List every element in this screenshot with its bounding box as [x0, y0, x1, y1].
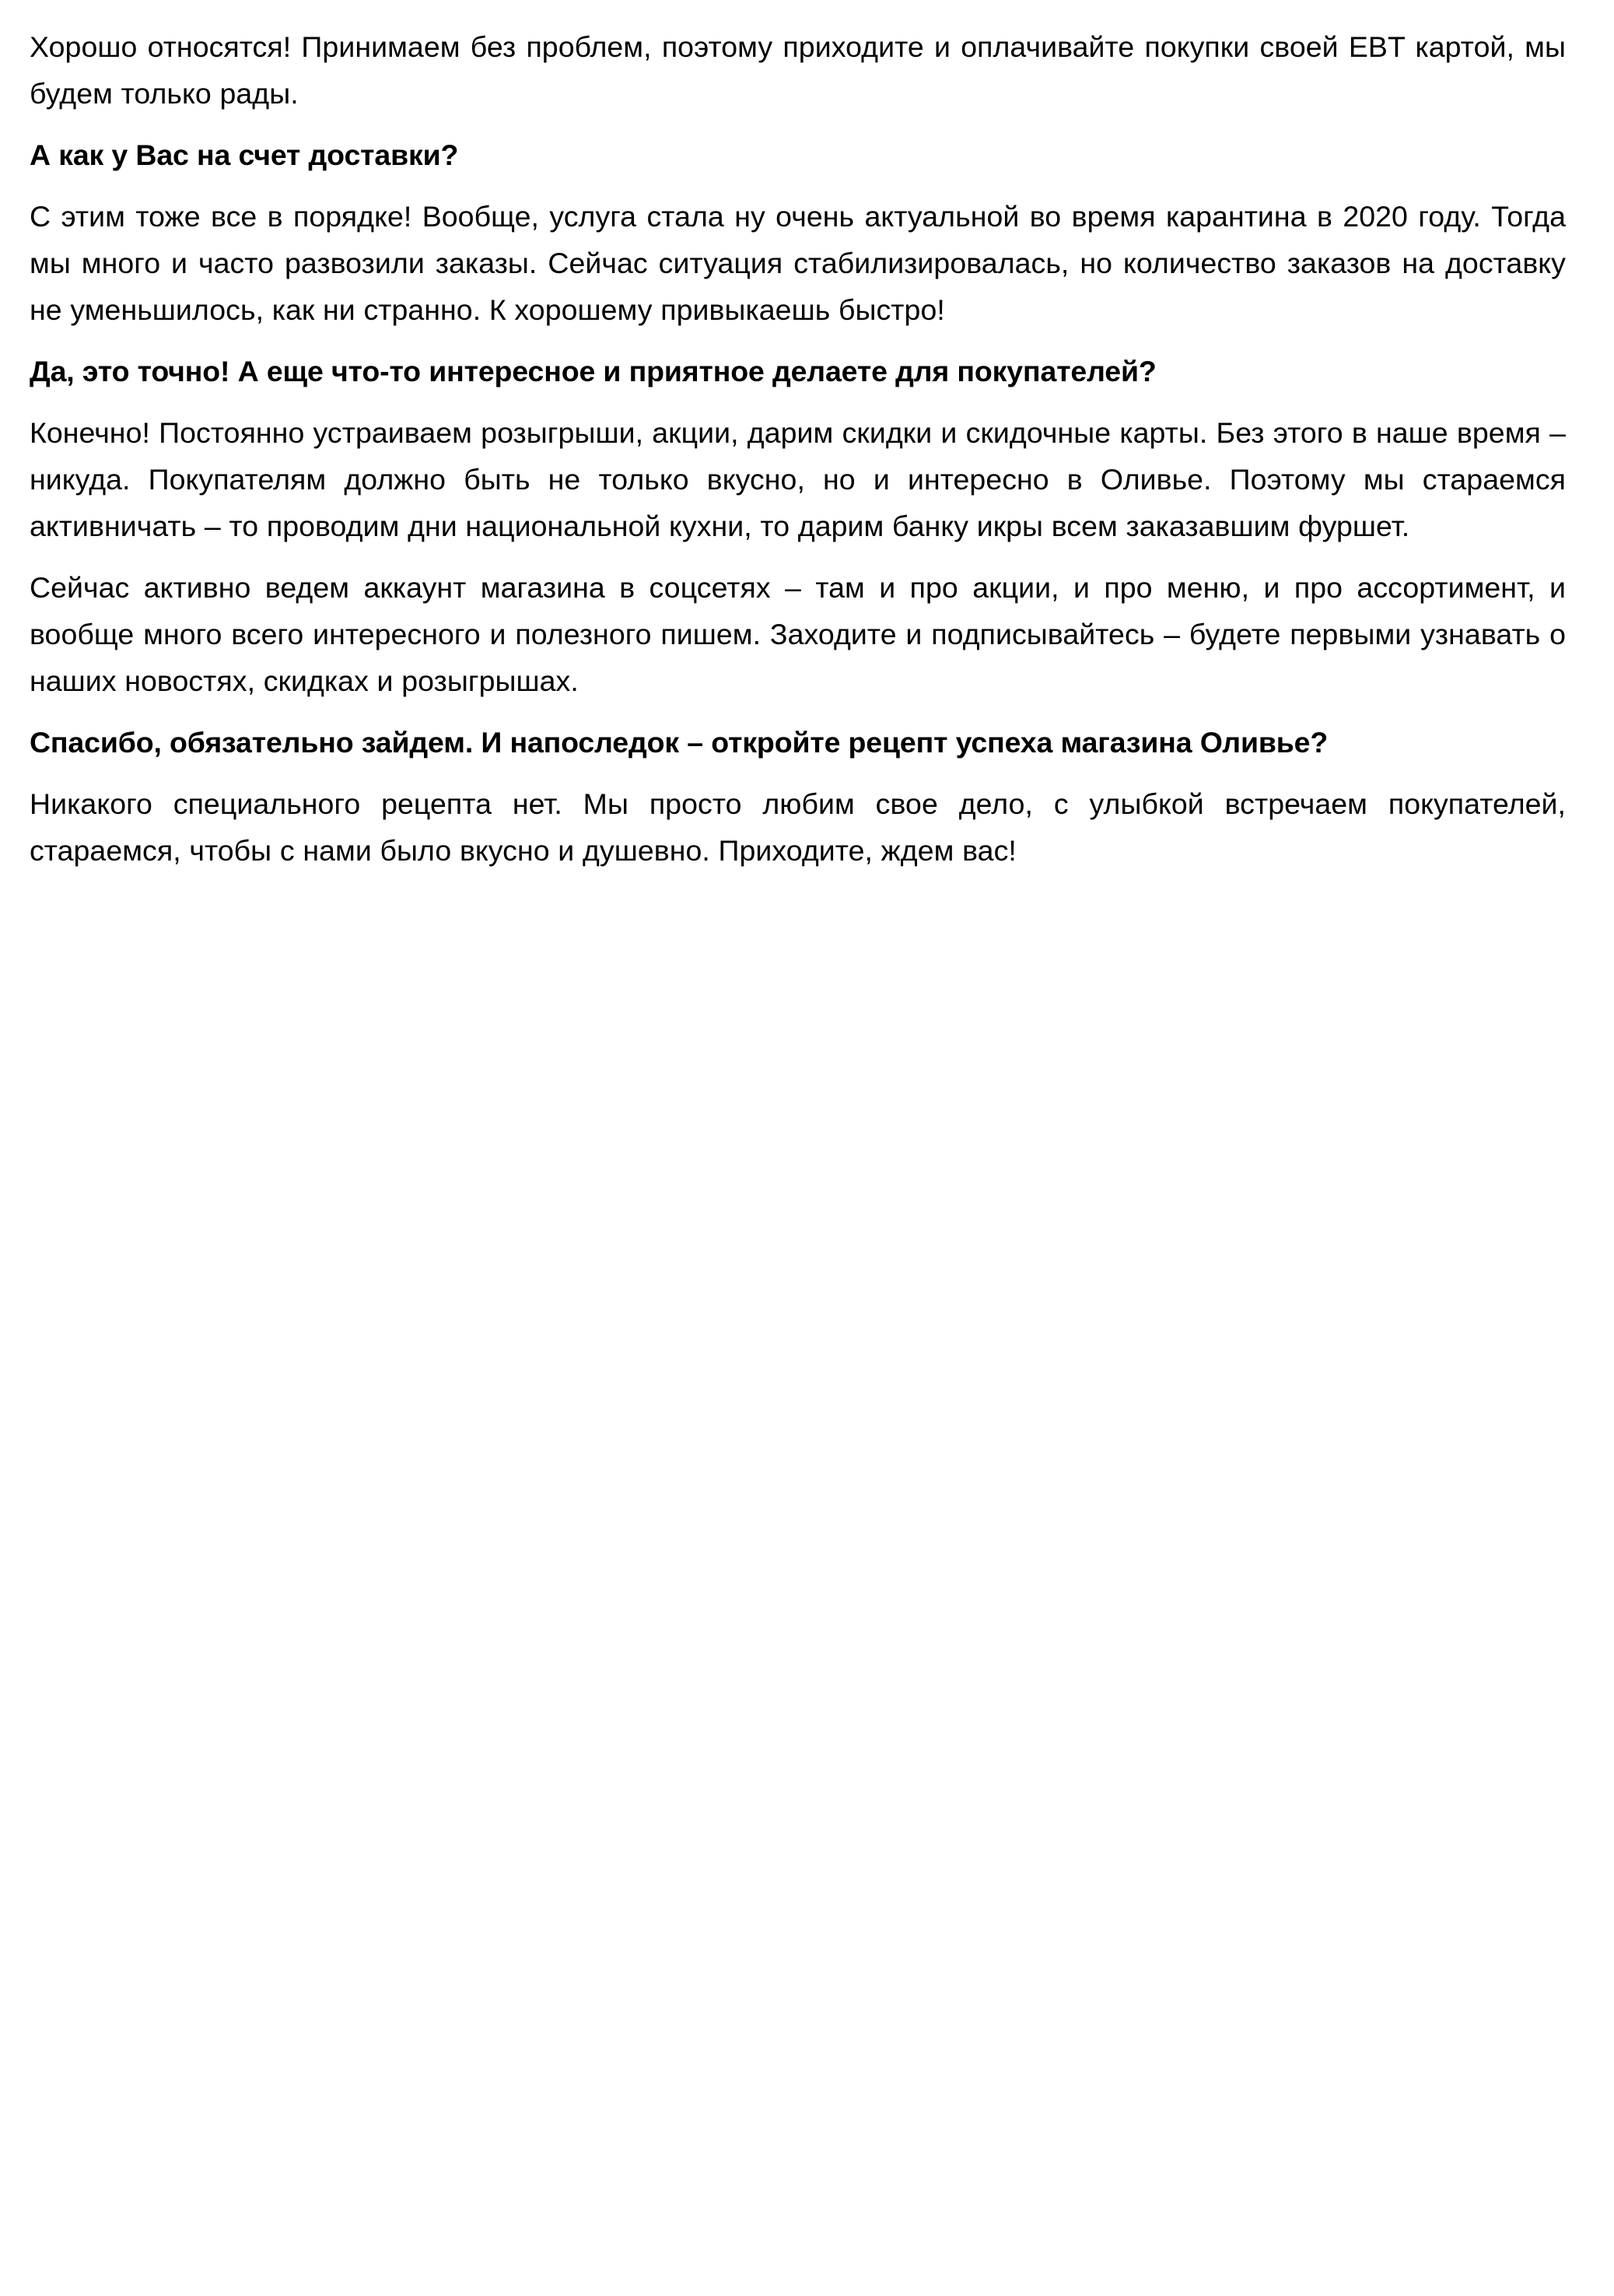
document-body: [30, 23, 1566, 889]
heading-interesting-question: Да, это точно! А еще что-то интересное и приятное делаете для покупателей?: [30, 355, 1157, 387]
paragraph-delivery-answer: С этим тоже все в порядке! Вообще, услуга стала ну очень актуальной во время карантина в 2020 году. Тогда мы много и часто развозили заказы. Сейчас ситуация стабилизировалась, но количество заказов на доставку не уменьшилось, как ни странно. К хорошему привыкаешь быстро!: [30, 200, 1566, 326]
paragraph-social-media-answer: Сейчас активно ведем аккаунт магазина в соцсетях – там и про акции, и про меню, и про ассортимент, и вообще много всего интересного и полезного пишем. Заходите и подписывайтесь – будете первыми узнавать о наших новостях, скидках и розыгрышах.: [30, 571, 1566, 697]
paragraph-success-recipe-answer: Никакого специального рецепта нет. Мы просто любим свое дело, с улыбкой встречаем покупателей, стараемся, чтобы с нами было вкусно и душевно. Приходите, ждем вас!: [30, 787, 1566, 867]
paragraph-promotions-answer: Конечно! Постоянно устраиваем розыгрыши, акции, дарим скидки и скидочные карты. Без этого в наше время – никуда. Покупателям должно быть не только вкусно, но и интересно в Оливье. Поэтому мы стараемся активничать – то проводим дни национальной кухни, то дарим банку икры всем заказавшим фуршет.: [30, 416, 1566, 542]
heading-delivery-question: А как у Вас на счет доставки?: [30, 138, 459, 171]
paragraph-ebt-card: Хорошо относятся! Принимаем без проблем, поэтому приходите и оплачивайте покупки своей EBT картой, мы будем только рады.: [30, 30, 1566, 110]
heading-success-recipe-question: Спасибо, обязательно зайдем. И напоследок – откройте рецепт успеха магазина Оливье?: [30, 726, 1329, 759]
